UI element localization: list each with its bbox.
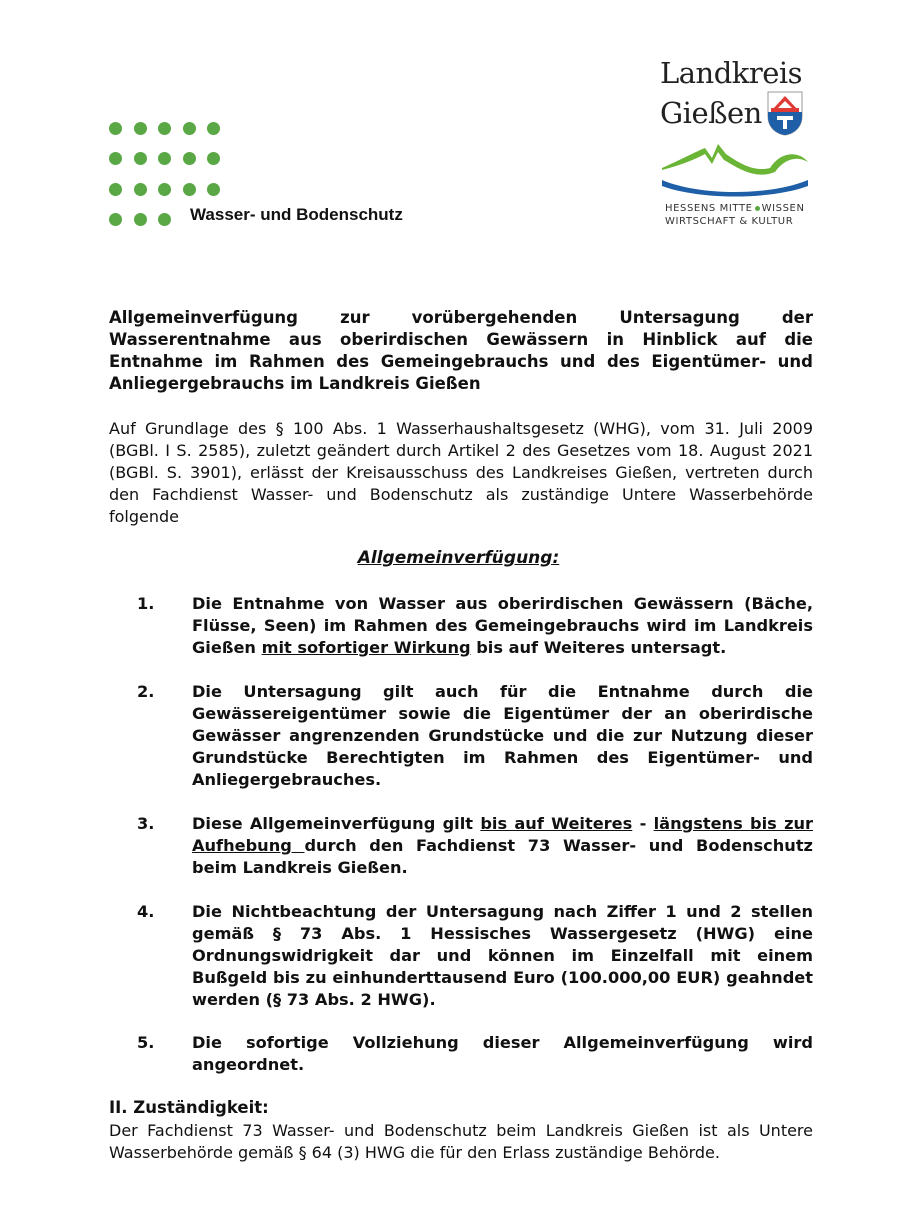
intro-paragraph: Auf Grundlage des § 100 Abs. 1 Wasserhaushaltsgesetz (WHG), vom 31. Juli 2009 (BGBl. I S. 2585), zuletzt geändert durch Artikel 2 des Gesetzes vom 18. August 2021 (BGBl. S. 3901), erlässt der Kreisausschuss des Landkreises Gießen, vertreten durch den Fachdienst Wasser- und Bodenschutz als zuständige Untere Wasserbehörde folgende	[109, 419, 813, 526]
logo-tagline-2: WIRTSCHAFT & KULTUR	[665, 216, 794, 227]
logo-tagline-b: WISSEN	[761, 203, 805, 214]
item-number: 3.	[137, 814, 155, 833]
list-item-1	[137, 593, 813, 659]
logo-title-line1: Landkreis	[660, 56, 803, 90]
item-number: 1.	[137, 594, 155, 613]
item-number: 4.	[137, 902, 155, 921]
item-text: Die Entnahme von Wasser aus oberirdischen Gewässern (Bäche, Flüsse, Seen) im Rahmen des Gemeingebrauchs wird im Landkreis Gießen mit sofortiger Wirkung bis auf Weiteres untersagt.	[192, 594, 813, 657]
item-number: 5.	[137, 1033, 155, 1052]
landscape-icon	[660, 138, 810, 200]
underlined-text: längstens bis zur Aufhebung	[192, 814, 813, 855]
tagline-dot-icon	[755, 206, 760, 211]
list-item-2	[137, 681, 813, 791]
department-name: Wasser- und Bodenschutz	[190, 205, 403, 224]
logo-title-line2: Gießen	[660, 95, 762, 130]
section-heading: Allgemeinverfügung:	[357, 548, 560, 568]
item-text: Diese Allgemeinverfügung gilt bis auf Weiteres - längstens bis zur Aufhebung durch den Fachdienst 73 Wasser- und Bodenschutz beim Landkreis Gießen.	[192, 814, 813, 877]
underlined-text: bis auf Weiteres	[480, 814, 633, 833]
item-text: Die Nichtbeachtung der Untersagung nach Ziffer 1 und 2 stellen gemäß § 73 Abs. 1 Hessisches Wassergesetz (HWG) eine Ordnungswidrigkeit dar und können im Einzelfall mit einem Bußgeld bis zu einhunderttausend Euro (100.000,00 EUR) geahndet werden (§ 73 Abs. 2 HWG).	[192, 902, 813, 1009]
section-2-body: Der Fachdienst 73 Wasser- und Bodenschutz beim Landkreis Gießen ist als Untere Wasserbehörde gemäß § 64 (3) HWG die für den Erlass zuständige Behörde.	[109, 1121, 813, 1162]
logo-tagline-a: HESSENS MITTE	[665, 203, 753, 214]
list-item-4	[137, 901, 813, 1011]
underlined-text: mit sofortiger Wirkung	[261, 638, 471, 657]
landkreis-logo	[660, 57, 820, 228]
item-text: Die sofortige Vollziehung dieser Allgemeinverfügung wird angeordnet.	[192, 1033, 813, 1074]
section-2-heading: II. Zuständigkeit:	[109, 1098, 269, 1117]
coat-of-arms-icon	[766, 90, 804, 136]
item-text: Die Untersagung gilt auch für die Entnahme durch die Gewässereigentümer sowie die Eigentümer der an oberirdische Gewässer angrenzenden Grundstücke und die zur Nutzung dieser Grundstücke Berechtigten im Rahmen des Eigentümer- und Anliegergebrauches.	[192, 682, 813, 789]
document-title: Allgemeinverfügung zur vorübergehenden Untersagung der Wasserentnahme aus oberirdischen Gewässern in Hinblick auf die Entnahme im Rahmen des Gemeingebrauchs und des Eigentümer- und Anliegergebrauchs im Landkreis Gießen	[109, 308, 813, 393]
list-item-3	[137, 813, 813, 879]
list-item-5	[137, 1032, 813, 1076]
item-number: 2.	[137, 682, 155, 701]
